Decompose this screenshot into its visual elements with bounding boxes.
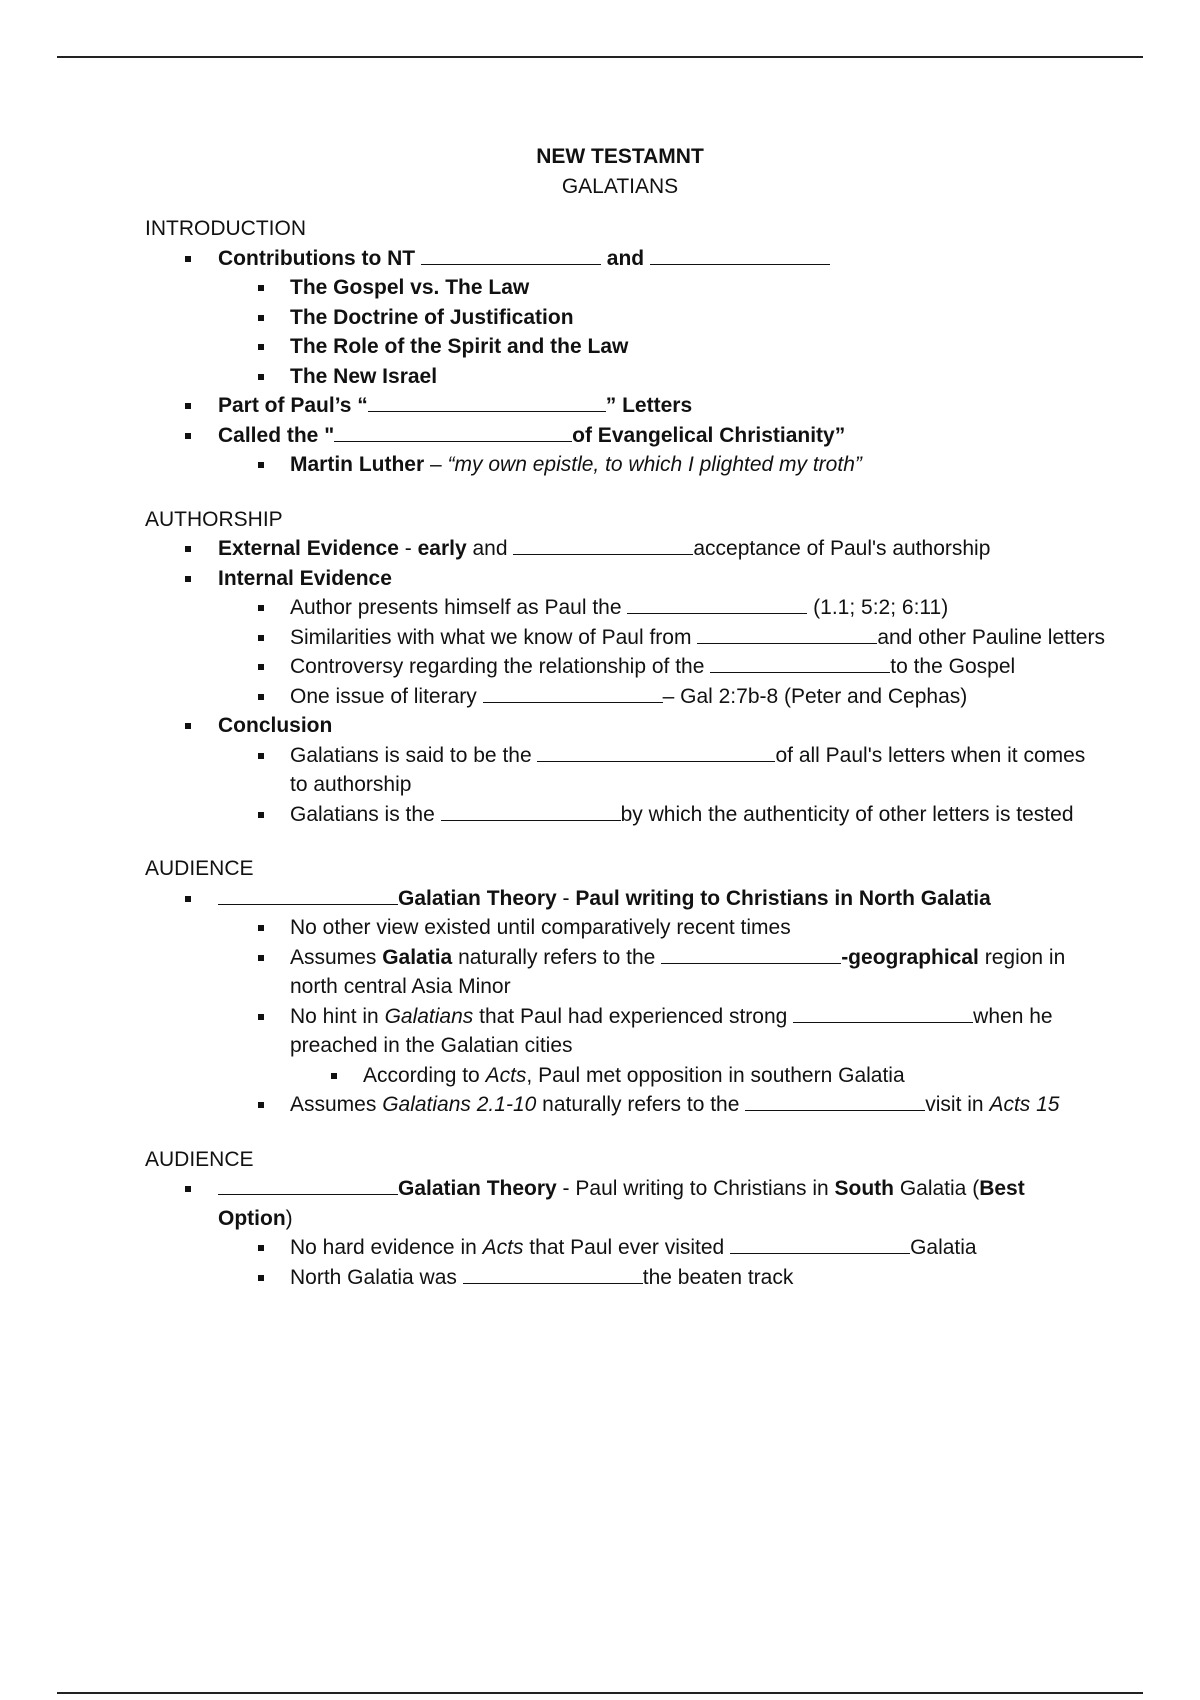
fill-blank[interactable] [218, 886, 398, 905]
page-subtitle: GALATIANS [561, 174, 679, 198]
list-item: No hint in Galatians that Paul had experienced strong when he preached in the Galatian cities According to Acts, Paul met opposition in southern Galatia [145, 1002, 1105, 1091]
sub-list [145, 913, 1105, 1120]
list-item: Conclusion Galatians is said to be the of all Paul's letters when it comes to authorship Galatians is the by which the authenticity of other letters is tested [145, 711, 1105, 829]
document-body [145, 142, 1105, 1292]
list-item: Contributions to NT and The Gospel vs. The Law The Doctrine of Justification The Role of the Spirit and the Law The New Israel [145, 244, 1105, 392]
sub-list [145, 593, 1105, 711]
list-item: The Gospel vs. The Law [145, 273, 1105, 303]
section-heading: INTRODUCTION [145, 217, 306, 240]
section-heading: AUDIENCE [145, 857, 254, 880]
sub-list [145, 741, 1105, 830]
list-item: Galatians is the by which the authenticity of other letters is tested [145, 800, 1105, 830]
list-item: Assumes Galatians 2.1-10 naturally refers to the visit in Acts 15 [145, 1090, 1105, 1120]
list-item: Galatians is said to be the of all Paul's letters when it comes to authorship [145, 741, 1105, 800]
fill-blank[interactable] [650, 246, 830, 265]
section-heading: AUDIENCE [145, 1147, 254, 1171]
bullet-list [145, 884, 1105, 1120]
list-item: The New Israel [145, 362, 1105, 392]
fill-blank[interactable] [745, 1092, 925, 1111]
sub-list [145, 1233, 1105, 1292]
fill-blank[interactable] [334, 423, 572, 442]
bullet-list [145, 1174, 1105, 1292]
sub-sub-list [145, 1061, 1105, 1091]
fill-blank[interactable] [463, 1265, 643, 1284]
fill-blank[interactable] [441, 802, 621, 821]
section-authorship [145, 505, 1105, 830]
fill-blank[interactable] [368, 393, 606, 412]
list-item: No hard evidence in Acts that Paul ever visited Galatia [145, 1233, 1105, 1263]
fill-blank[interactable] [710, 654, 890, 673]
fill-blank[interactable] [793, 1004, 973, 1023]
list-item: One issue of literary – Gal 2:7b-8 (Peter and Cephas) [145, 682, 1105, 712]
page-title: NEW TESTAMNT [536, 145, 704, 168]
list-item: Martin Luther – “my own epistle, to which I plighted my troth” [145, 450, 1105, 480]
top-rule [57, 56, 1143, 58]
list-item: Similarities with what we know of Paul from and other Pauline letters [145, 623, 1105, 653]
list-item: Author presents himself as Paul the (1.1; 5:2; 6:11) [145, 593, 1105, 623]
bullet-list [145, 534, 1105, 829]
fill-blank[interactable] [513, 536, 693, 555]
fill-blank[interactable] [661, 945, 841, 964]
fill-blank[interactable] [421, 246, 601, 265]
list-item: Galatian Theory - Paul writing to Christians in South Galatia (Best Option) No hard evidence in Acts that Paul ever visited Galatia North Galatia was the beaten track [145, 1174, 1105, 1292]
sub-list [145, 450, 1105, 480]
bottom-rule [57, 1692, 1143, 1694]
list-item: External Evidence - early and acceptance of Paul's authorship [145, 534, 1105, 564]
list-item: Controversy regarding the relationship of the to the Gospel [145, 652, 1105, 682]
fill-blank[interactable] [627, 595, 807, 614]
list-item: Internal Evidence Author presents himself as Paul the (1.1; 5:2; 6:11) Similarities with what we know of Paul from and other Pauline letters Controversy regarding the relationship of the to the Gospel One issue of literary – Gal 2:7b-8 (Peter and Cephas) [145, 564, 1105, 712]
section-introduction [145, 214, 1105, 480]
list-item: Part of Paul’s “ ” Letters [145, 391, 1105, 421]
bullet-list [145, 244, 1105, 480]
fill-blank[interactable] [697, 625, 877, 644]
list-item: Called the " of Evangelical Christianity” Martin Luther – “my own epistle, to which I plighted my troth” [145, 421, 1105, 480]
list-item: Galatian Theory - Paul writing to Christians in North Galatia No other view existed until comparatively recent times Assumes Galatia naturally refers to the -geographical region in north central Asia Minor No hint in Galatians that Paul had experienced strong when he preached in the Galatian cities According to Acts, Paul met opposition in southern Galatia Assumes Galatians 2.1-10 naturally refers to the visit in Acts 15 [145, 884, 1105, 1120]
section-audience-north [145, 854, 1105, 1120]
list-item: The Role of the Spirit and the Law [145, 332, 1105, 362]
section-audience-south [145, 1145, 1105, 1293]
list-item: The Doctrine of Justification [145, 303, 1105, 333]
fill-blank[interactable] [218, 1176, 398, 1195]
list-item: No other view existed until comparatively recent times [145, 913, 1105, 943]
list-item: Assumes Galatia naturally refers to the -geographical region in north central Asia Minor [145, 943, 1105, 1002]
list-item: North Galatia was the beaten track [145, 1263, 1105, 1293]
fill-blank[interactable] [537, 743, 775, 762]
fill-blank[interactable] [730, 1235, 910, 1254]
sub-list [145, 273, 1105, 391]
section-heading: AUTHORSHIP [145, 507, 283, 531]
fill-blank[interactable] [483, 684, 663, 703]
list-item: According to Acts, Paul met opposition in southern Galatia [145, 1061, 1105, 1091]
